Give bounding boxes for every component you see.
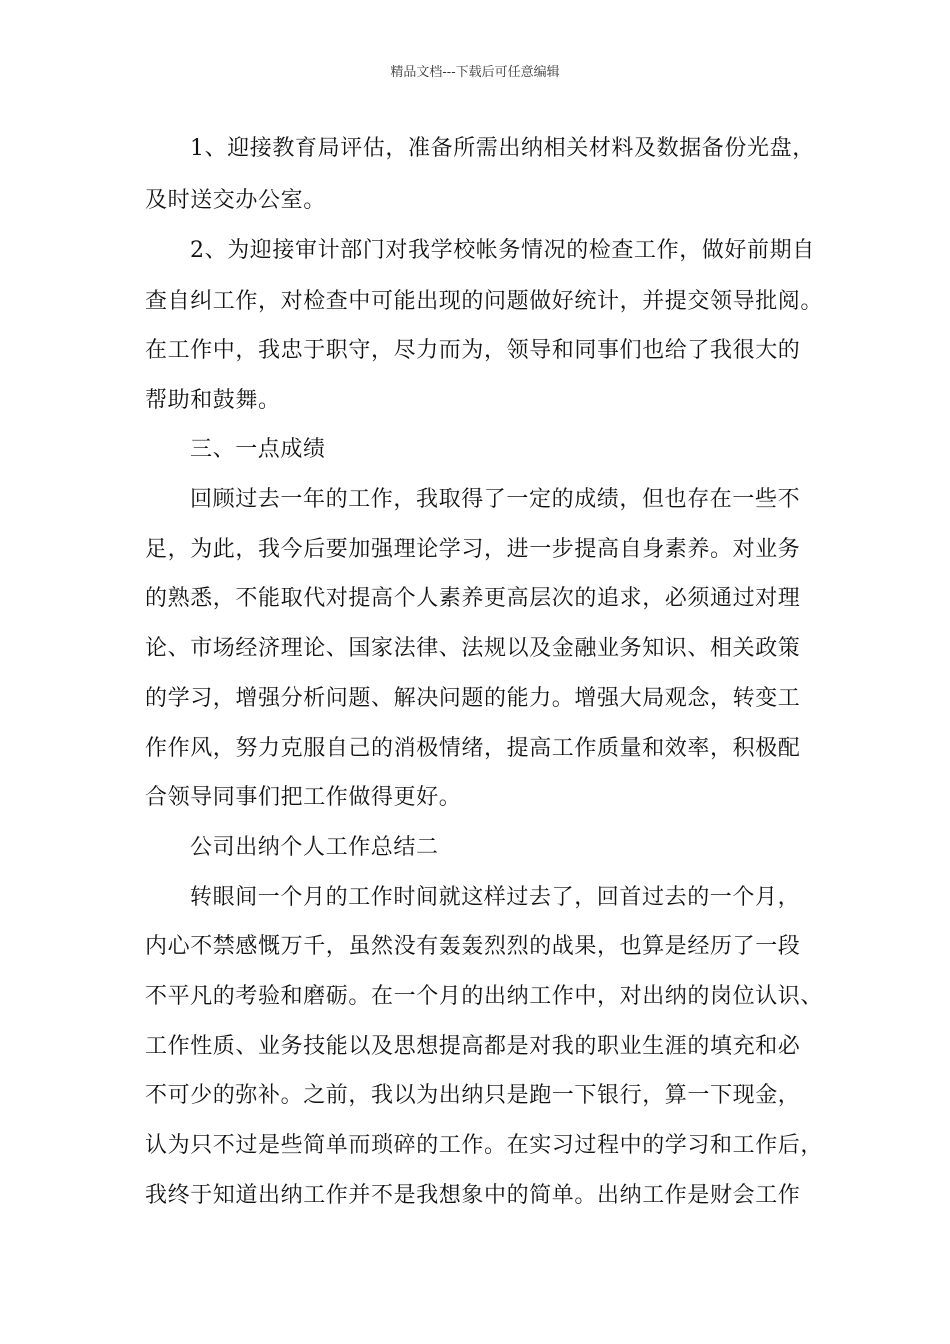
page-header: 精品文档---下载后可任意编辑 [390,65,560,80]
section-heading: 公司出纳个人工作总结二 [190,835,439,860]
text-line: 工作性质、业务技能以及思想提高都是对我的职业生涯的填充和必 [145,1034,801,1059]
text-line: 内心不禁感慨万千，虽然没有轰轰烈烈的战果，也算是经历了一段 [145,934,801,959]
text-line: 不可少的弥补。之前，我以为出纳只是跑一下银行，算一下现金， [145,1083,801,1108]
text-line: 的熟悉，不能取代对提高个人素养更高层次的追求，必须通过对理 [145,586,801,611]
text-line: 合领导同事们把工作做得更好。 [145,785,462,810]
text-line: 回顾过去一年的工作，我取得了一定的成绩，但也存在一些不 [190,487,801,512]
text-line: 1、迎接教育局评估，准备所需出纳相关材料及数据备份光盘， [190,136,815,161]
text-line: 在工作中，我忠于职守，尽力而为，领导和同事们也给了我很大的 [145,338,801,363]
section-heading: 三、一点成绩 [190,437,326,462]
text-line: 不平凡的考验和磨砺。在一个月的出纳工作中，对出纳的岗位认识、 [145,984,824,1009]
text-line: 认为只不过是些简单而琐碎的工作。在实习过程中的学习和工作后， [145,1133,824,1158]
text-line: 查自纠工作，对检查中可能出现的问题做好统计，并提交领导批阅。 [145,289,824,314]
text-line: 足，为此，我今后要加强理论学习，进一步提高自身素养。对业务 [145,537,801,562]
text-line: 我终于知道出纳工作并不是我想象中的简单。出纳工作是财会工作 [145,1183,801,1208]
text-line: 的学习，增强分析问题、解决问题的能力。增强大局观念，转变工 [145,686,801,711]
text-line: 论、市场经济理论、国家法律、法规以及金融业务知识、相关政策 [145,636,801,661]
text-line: 及时送交办公室。 [145,188,326,213]
text-line: 2、为迎接审计部门对我学校帐务情况的检查工作，做好前期自 [190,238,815,263]
text-line: 帮助和鼓舞。 [145,388,281,413]
text-line: 转眼间一个月的工作时间就这样过去了，回首过去的一个月， [190,885,801,910]
text-line: 作作风，努力克服自己的消极情绪，提高工作质量和效率，积极配 [145,736,801,761]
